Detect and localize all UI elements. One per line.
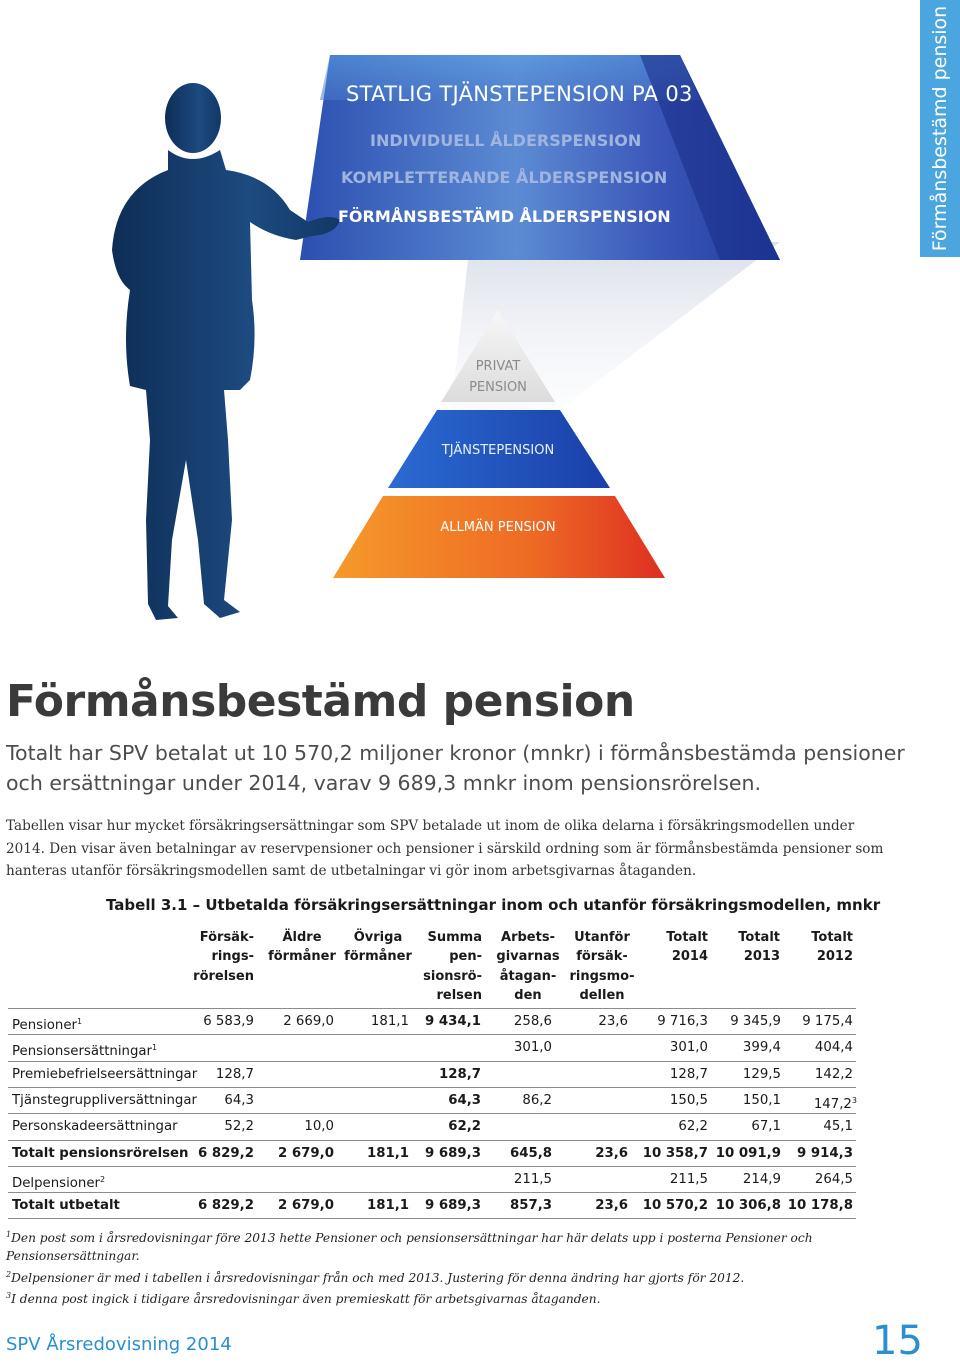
table-cell: 67,1 [751, 1119, 781, 1135]
row-label: Pensioner$^1$ [12, 1017, 83, 1033]
table-cell: 64,3 [448, 1092, 481, 1108]
table-cell: 2 679,0 [278, 1145, 334, 1161]
table-cell: 2 679,0 [278, 1198, 334, 1214]
footnote [6, 1287, 886, 1308]
footer-publication: SPV Årsredovisning 2014 [6, 1334, 232, 1355]
table-cell: 62,2 [678, 1119, 708, 1135]
table-cell: 142,2 [814, 1066, 853, 1082]
table-cell: 6 829,2 [198, 1145, 254, 1161]
table-cell: 9 689,3 [425, 1198, 481, 1214]
table-row [0, 1114, 860, 1140]
body-paragraph: Tabellen visar hur mycket försäkringsersättningar som SPV betalade ut inom de olika delarna i försäkringsmodellen under 2014. Den visar även betalningar av reservpensioner och pensioner i särskild ordning som är förmånsbestämda pensioner som hanteras utanför försäkringsmodellen samt de utbetalningar vi gör inom arbetsgivarnas åtaganden. [6, 818, 884, 879]
table-cell: 10,0 [304, 1119, 334, 1135]
top-pyramid-layer-2: KOMPLETTERANDE ÅLDERSPENSION [341, 168, 668, 187]
table-cell: 23,6 [598, 1014, 628, 1029]
pyramid-public-label: ALLMÄN PENSION [440, 520, 556, 535]
table-cell: 6 583,9 [203, 1014, 254, 1029]
table-cell: 23,6 [595, 1198, 628, 1214]
footnote [6, 1266, 886, 1287]
table-cell: 147,2$^3$ [813, 1095, 857, 1112]
col-header-aldre-formaner: Äldre förmåner [268, 930, 336, 965]
footnote-marker: 3 [851, 1095, 857, 1105]
table-cell: 128,7 [669, 1066, 708, 1082]
table-cell: 9 175,4 [802, 1014, 853, 1029]
table-cell: 9 689,3 [425, 1145, 481, 1161]
row-label: Premiebefrielseersättningar [12, 1066, 198, 1082]
footnote-text: Den post som i årsredovisningar före 2013 hette Pensioner och pensionsersättningar har här delats upp i posterna Pensioner och Pensionsersättningar. [6, 1231, 813, 1264]
table-cell: 150,1 [742, 1092, 781, 1108]
pyramid-private-line-2: PENSION [469, 380, 527, 395]
table-cell: 9 914,3 [797, 1145, 853, 1161]
table-cell: 211,5 [513, 1171, 552, 1187]
row-label: Delpensioner$^2$ [12, 1174, 106, 1191]
table-cell: 10 178,8 [787, 1198, 853, 1214]
table-cell: 64,3 [224, 1092, 254, 1108]
footnotes [6, 1226, 886, 1308]
table-row [0, 1193, 860, 1219]
table-cell: 128,7 [215, 1066, 254, 1082]
col-header-ovriga-formaner: Övriga förmåner [344, 930, 412, 965]
table-cell: 214,9 [742, 1171, 781, 1187]
col-header-utanfor-forsakringsmodellen: Utanför försäk- ringsmo- dellen [569, 930, 635, 1003]
table-cell: 404,4 [814, 1040, 853, 1056]
table-cell: 10 306,8 [715, 1198, 781, 1214]
col-header-arbetsgivarnas-ataganden: Arbets- givarnas åtagan- den [496, 930, 560, 1003]
table-cell: 150,5 [669, 1092, 708, 1108]
table-cell: 258,6 [513, 1014, 552, 1029]
table-cell: 211,5 [669, 1171, 708, 1187]
table-cell: 23,6 [595, 1145, 628, 1161]
table-cell: 45,1 [823, 1119, 853, 1135]
col-header-totalt-2013: Totalt 2013 [738, 930, 780, 965]
table-cell: 10 091,9 [715, 1145, 781, 1161]
table-cell: 181,1 [366, 1145, 409, 1161]
footnote-number: 3 [6, 1290, 12, 1300]
footnote [6, 1226, 886, 1266]
table-cell: 128,7 [438, 1066, 481, 1082]
table-cell: 129,5 [742, 1066, 781, 1082]
table-cell: 52,2 [224, 1119, 254, 1135]
table-caption: Tabell 3.1 – Utbetalda försäkringsersättningar inom och utanför försäkringsmodellen, mnkr [106, 896, 881, 914]
footnote-number: 2 [6, 1269, 12, 1279]
table-cell: 9 434,1 [425, 1014, 481, 1029]
footnote-text: I denna post ingick i tidigare årsredovisningar även premieskatt för arbetsgivarnas åtaganden. [11, 1291, 601, 1306]
top-pyramid-layer-1: INDIVIDUELL ÅLDERSPENSION [370, 131, 642, 150]
footnote-number: 1 [6, 1230, 12, 1239]
table-cell: 62,2 [448, 1119, 481, 1135]
table-cell: 86,2 [522, 1092, 552, 1108]
table-cell: 857,3 [509, 1198, 552, 1214]
page-number: 15 [872, 1318, 923, 1364]
table-row [0, 1009, 860, 1035]
col-header-totalt-2014: Totalt 2014 [666, 930, 708, 965]
col-header-totalt-2012: Totalt 2012 [811, 930, 853, 965]
row-label: Personskadeersättningar [12, 1119, 178, 1135]
table-cell: 10 358,7 [642, 1145, 708, 1161]
row-label: Totalt pensionsrörelsen [12, 1145, 189, 1161]
table-cell: 301,0 [669, 1040, 708, 1056]
table-row [0, 1167, 860, 1193]
table-bottom-line [8, 1218, 856, 1219]
table-cell: 399,4 [742, 1040, 781, 1056]
table-row [0, 1062, 860, 1088]
pyramid-service-label: TJÄNSTEPENSION [441, 443, 555, 458]
table-row [0, 1141, 860, 1167]
pyramid-public-layer [333, 496, 665, 578]
top-pyramid-title: STATLIG TJÄNSTEPENSION PA 03 [346, 82, 693, 106]
row-label: Tjänstegruppliversättningar [12, 1092, 197, 1108]
col-header-forsakringsrorelsen: Försäk- rings- rörelsen [193, 930, 254, 984]
page-title: Förmånsbestämd pension [6, 676, 635, 727]
table-cell: 181,1 [370, 1014, 409, 1029]
footnote-marker: 2 [100, 1174, 106, 1184]
lead-paragraph: Totalt har SPV betalat ut 10 570,2 miljoner kronor (mnkr) i förmånsbestämda pensioner och ersättningar under 2014, varav 9 689,3 mnkr inom pensionsrörelsen. [6, 741, 905, 795]
man-silhouette [112, 83, 340, 620]
table-cell: 2 669,0 [283, 1014, 334, 1029]
table-cell: 264,5 [814, 1171, 853, 1187]
pyramid-private-label [398, 356, 598, 398]
footnote-marker: 1 [152, 1043, 158, 1053]
table-row [0, 1088, 860, 1114]
table-row [0, 1035, 860, 1061]
side-tab [920, 0, 960, 257]
side-tab-label: Förmånsbestämd pension [929, 5, 951, 252]
row-label: Totalt utbetalt [12, 1198, 120, 1214]
table-cell: 6 829,2 [198, 1198, 254, 1214]
row-label: Pensionsersättningar$^1$ [12, 1043, 158, 1060]
col-header-summa-pensionsrorelsen: Summa pen- sionsrö- relsen [423, 930, 482, 1003]
top-pyramid-layer-3: FÖRMÅNSBESTÄMD ÅLDERSPENSION [338, 207, 671, 226]
footnote-text: Delpensioner är med i tabellen i årsredovisningar från och med 2013. Justering för denna ändring har gjorts för 2012. [11, 1270, 745, 1285]
table-cell: 301,0 [513, 1040, 552, 1056]
pyramid-private-line-1: PRIVAT [475, 359, 521, 374]
table-cell: 9 716,3 [657, 1014, 708, 1029]
table-cell: 645,8 [509, 1145, 552, 1161]
table-cell: 10 570,2 [642, 1198, 708, 1214]
table-cell: 9 345,9 [730, 1014, 781, 1029]
table-cell: 181,1 [366, 1198, 409, 1214]
footnote-marker: 1 [77, 1017, 83, 1026]
